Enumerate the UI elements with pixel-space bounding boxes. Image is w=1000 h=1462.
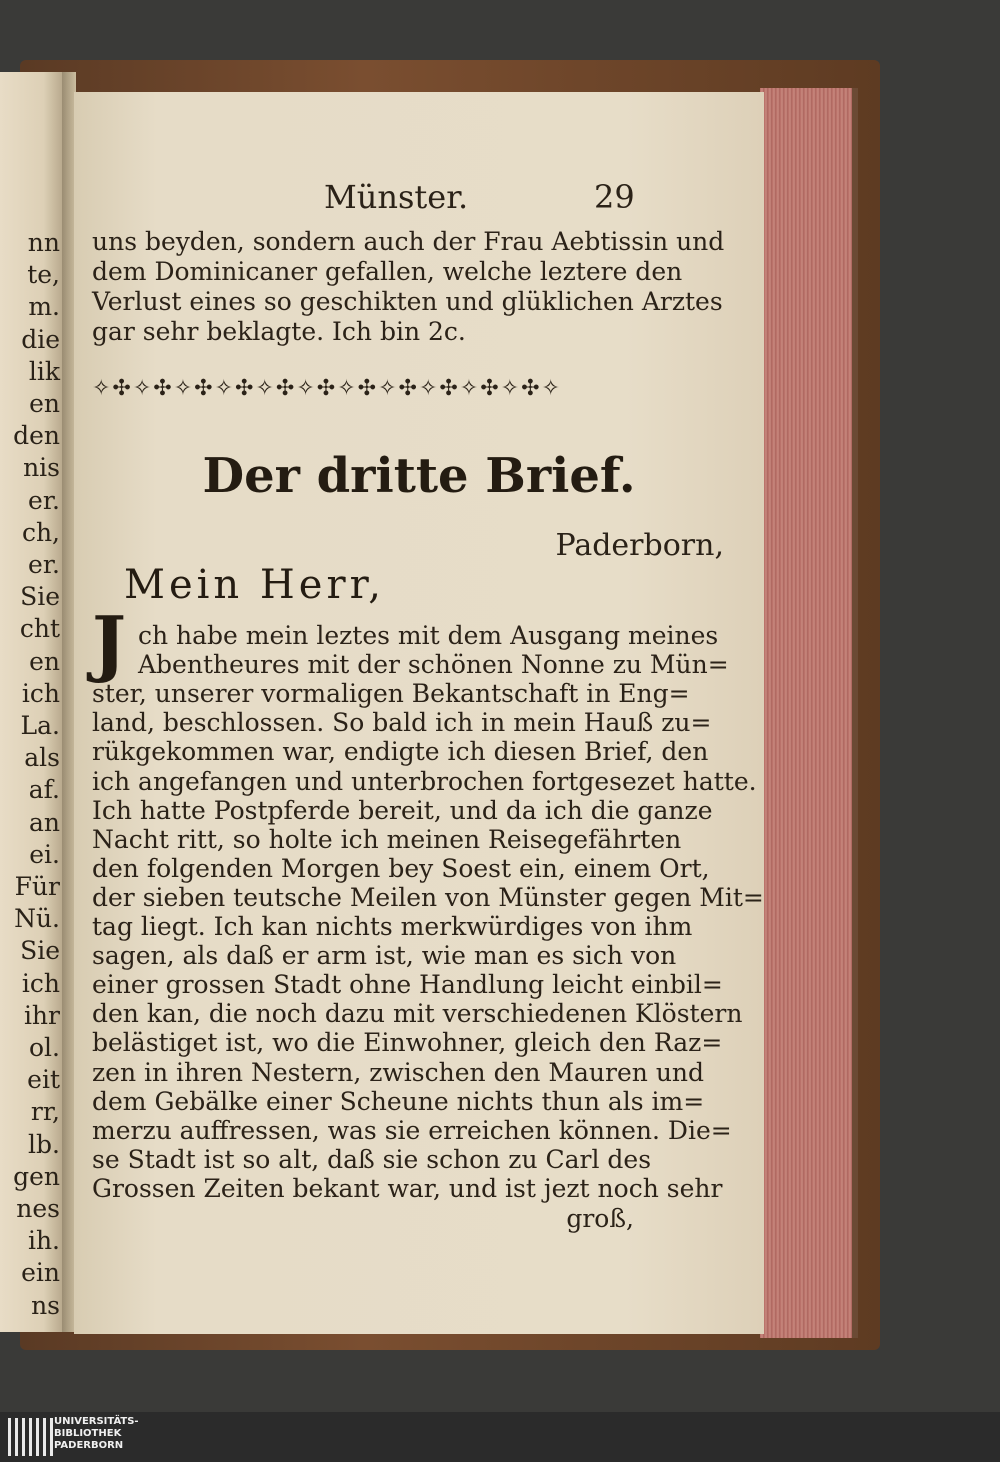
- logo-line: BIBLIOTHEK: [54, 1428, 122, 1439]
- left-page-line: er.: [28, 485, 60, 515]
- text-line: der sieben teutsche Meilen von Münster gegen Mit=: [92, 882, 764, 912]
- left-page-line: nn: [27, 228, 60, 257]
- text-line: gar sehr beklagte. Ich bin 2c.: [92, 317, 466, 346]
- left-page-line: Für: [14, 872, 60, 901]
- text-line: Ich hatte Postpferde bereit, und da ich die ganze: [92, 795, 713, 825]
- left-page: [0, 72, 62, 1332]
- text-line: belästiget ist, wo die Einwohner, gleich den Raz=: [92, 1028, 723, 1058]
- left-page-line: La.: [20, 711, 60, 740]
- left-page-line: den: [13, 421, 60, 451]
- left-page-line: als: [24, 743, 60, 773]
- library-logo-icon: [8, 1418, 53, 1456]
- text-line: land, beschlossen. So bald ich in mein Hauß zu=: [92, 708, 712, 738]
- text-line: den folgenden Morgen bey Soest ein, einem Ort,: [92, 853, 710, 883]
- text-line: merzu auffressen, was sie erreichen können. Die=: [92, 1115, 732, 1145]
- letter-title: Der dritte Brief.: [202, 448, 636, 504]
- right-page: [74, 92, 764, 1334]
- text-line: sagen, als daß er arm ist, wie man es sich von: [92, 941, 677, 971]
- left-page-line: nes: [16, 1194, 60, 1223]
- text-line: uns beyden, sondern auch der Frau Aebtissin und: [92, 227, 725, 256]
- text-line: Nacht ritt, so holte ich meinen Reisegefährten: [92, 824, 682, 854]
- text-line: tag liegt. Ich kan nichts merkwürdiges von ihm: [92, 912, 693, 941]
- left-page-line: m.: [28, 292, 60, 322]
- left-page-line: en: [29, 646, 60, 676]
- left-page-line: ch,: [21, 517, 60, 547]
- ornament-rule: ✧✣✧✣✧✣✧✣✧✣✧✣✧✣✧✣✧✣✧✣✧✣✧: [92, 376, 562, 401]
- left-page-line: ih.: [27, 1226, 60, 1256]
- left-page-line: Nü.: [14, 904, 60, 934]
- page-number: 29: [594, 178, 635, 216]
- left-page-line: ol.: [29, 1033, 60, 1062]
- library-logo-text: [54, 1416, 139, 1452]
- logo-line: PADERBORN: [54, 1440, 124, 1451]
- left-page-line: eit: [27, 1065, 60, 1095]
- left-page-line: ihr: [23, 1000, 60, 1030]
- text-line: Verlust eines so geschikten und glüklichen Arztes: [92, 287, 723, 316]
- left-page-line: en: [29, 389, 60, 418]
- left-page-line: te,: [27, 260, 60, 290]
- text-line: se Stadt ist so alt, daß sie schon zu Carl des: [92, 1144, 652, 1174]
- left-page-line: nis: [23, 453, 60, 483]
- left-page-line: lik: [28, 356, 60, 386]
- text-line: Grossen Zeiten bekant war, und ist jezt noch sehr: [92, 1173, 723, 1203]
- text-line: einer grossen Stadt ohne Handlung leicht einbil=: [92, 970, 723, 1000]
- left-page-line: er.: [28, 550, 60, 579]
- left-page-line: cht: [19, 614, 60, 644]
- dateline: Paderborn,: [555, 528, 724, 563]
- left-page-line: gen: [13, 1161, 60, 1191]
- left-page-line: ns: [31, 1290, 60, 1320]
- left-page-line: rr,: [30, 1097, 60, 1127]
- left-page-line: lb.: [28, 1129, 60, 1159]
- left-page-line: ei.: [29, 839, 60, 869]
- catchword: groß,: [566, 1204, 634, 1233]
- text-line: ster, unserer vormaligen Bekantschaft in Eng=: [92, 679, 690, 709]
- text-line: dem Gebälke einer Scheune nichts thun als im=: [92, 1086, 705, 1116]
- left-page-line: Sie: [20, 582, 60, 612]
- text-line: dem Dominicaner gefallen, welche leztere den: [92, 257, 683, 286]
- left-page-line: ich: [21, 968, 60, 998]
- left-page-line: ich: [21, 678, 60, 708]
- drop-cap: J: [92, 600, 127, 685]
- left-page-line: ein: [21, 1258, 60, 1288]
- salutation: Mein Herr,: [124, 562, 386, 608]
- running-title: Münster.: [324, 178, 469, 216]
- left-page-line: die: [21, 324, 60, 354]
- text-line: rükgekommen war, endigte ich diesen Brief, den: [92, 737, 709, 767]
- text-line: ch habe mein leztes mit dem Ausgang meines: [138, 621, 719, 650]
- left-page-line: an: [28, 807, 60, 837]
- logo-line: UNIVERSITÄTS-: [54, 1416, 139, 1427]
- text-line: ich angefangen und unterbrochen fortgesezet hatte.: [92, 766, 757, 796]
- text-line: den kan, die noch dazu mit verschiedenen Klöstern: [92, 999, 743, 1029]
- left-page-line: af.: [28, 775, 60, 805]
- library-footer: [0, 1412, 1000, 1462]
- page-edges: [760, 88, 858, 1338]
- left-page-line: Sie: [20, 936, 60, 966]
- text-line: Abentheures mit der schönen Nonne zu Mün=: [138, 650, 729, 680]
- text-line: zen in ihren Nestern, zwischen den Mauren und: [92, 1057, 705, 1087]
